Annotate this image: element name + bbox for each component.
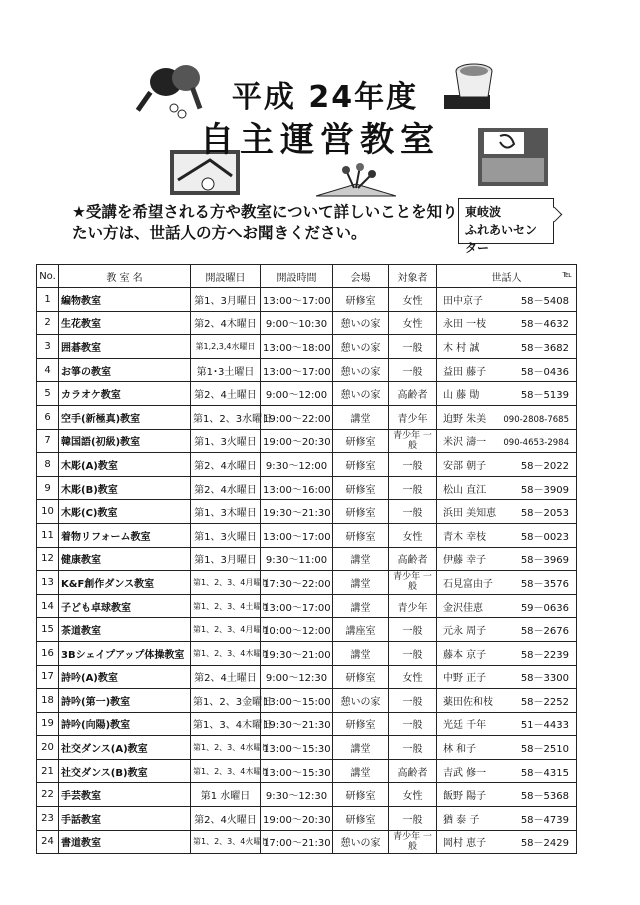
cell-class-name: 書道教室 <box>59 830 191 854</box>
contact-phone: 58－3300 <box>520 673 569 685</box>
contact-person: 藤本 京子 <box>443 649 487 661</box>
table-row <box>37 429 577 453</box>
cell-day: 第1、2、3水曜日 <box>191 405 261 429</box>
table-row <box>37 571 577 595</box>
cell-day: 第1、3月曜日 <box>191 288 261 312</box>
header-tel-label: ℡ <box>562 270 572 280</box>
cell-venue: 憩いの家 <box>333 830 389 854</box>
cell-target: 青少年 一般 <box>389 830 437 854</box>
cell-time: 19:30～21:30 <box>261 500 333 524</box>
table-row <box>37 712 577 736</box>
table-row <box>37 453 577 477</box>
cell-contact <box>437 429 577 453</box>
cell-no: 16 <box>37 641 59 665</box>
cell-target: 一般 <box>389 641 437 665</box>
cell-time: 13:00～15:30 <box>261 736 333 760</box>
cell-venue: 憩いの家 <box>333 382 389 406</box>
cell-venue: 研修室 <box>333 288 389 312</box>
contact-phone: 58－3969 <box>520 555 569 567</box>
center-name-line2: ふれあいセンター <box>465 223 538 255</box>
contact-phone: 58－2510 <box>520 744 569 756</box>
cell-no: 13 <box>37 571 59 595</box>
cell-time: 9:00～10:30 <box>261 311 333 335</box>
cell-no: 22 <box>37 783 59 807</box>
header-target: 対象者 <box>389 265 437 288</box>
header-day: 開設曜日 <box>191 265 261 288</box>
cell-no: 9 <box>37 476 59 500</box>
contact-phone: 58－2429 <box>520 838 569 850</box>
cell-no: 3 <box>37 335 59 359</box>
contact-person: 猶 泰 子 <box>443 814 480 826</box>
table-row <box>37 594 577 618</box>
cell-target: 高齢者 <box>389 759 437 783</box>
contact-person: 伊藤 幸子 <box>443 555 487 567</box>
cell-no: 18 <box>37 689 59 713</box>
cell-contact <box>437 736 577 760</box>
contact-person: 薬田佐和枝 <box>443 696 493 708</box>
cell-venue: 研修室 <box>333 523 389 547</box>
cell-contact <box>437 523 577 547</box>
cell-contact <box>437 500 577 524</box>
cell-day: 第2、4土曜日 <box>191 382 261 406</box>
cell-contact <box>437 571 577 595</box>
cell-time: 13:00～15:30 <box>261 759 333 783</box>
cell-contact <box>437 358 577 382</box>
contact-phone: 58－0023 <box>520 531 569 543</box>
cell-contact <box>437 712 577 736</box>
contact-person: 松山 直江 <box>443 484 487 496</box>
contact-person: 青木 幸枝 <box>443 531 487 543</box>
cell-class-name: 囲碁教室 <box>59 335 191 359</box>
cell-contact <box>437 618 577 642</box>
contact-person: 林 和子 <box>443 744 477 756</box>
table-row <box>37 382 577 406</box>
cell-time: 19:00～20:30 <box>261 807 333 831</box>
cell-day: 第1、2、3、4木曜日 <box>191 759 261 783</box>
table-header-row <box>37 265 577 288</box>
cell-contact <box>437 382 577 406</box>
cell-no: 15 <box>37 618 59 642</box>
table-row <box>37 476 577 500</box>
cell-venue: 講堂 <box>333 547 389 571</box>
cell-class-name: 社交ダンス(A)教室 <box>59 736 191 760</box>
cell-time: 13:00～17:00 <box>261 358 333 382</box>
contact-phone: 58－2252 <box>520 696 569 708</box>
cell-time: 19:00～22:00 <box>261 405 333 429</box>
cell-target: 一般 <box>389 689 437 713</box>
contact-phone: 58－0436 <box>520 366 569 378</box>
cell-venue: 研修室 <box>333 665 389 689</box>
cell-day: 第1、2、3、4木曜日 <box>191 641 261 665</box>
cell-class-name: 空手(新極真)教室 <box>59 405 191 429</box>
cell-target: 一般 <box>389 807 437 831</box>
cell-contact <box>437 665 577 689</box>
cell-time: 13:00～17:00 <box>261 523 333 547</box>
contact-person: 元永 周子 <box>443 626 487 638</box>
cell-class-name: 木彫(B)教室 <box>59 476 191 500</box>
cell-time: 17:00～21:30 <box>261 830 333 854</box>
table-row <box>37 783 577 807</box>
contact-person: 光廷 千年 <box>443 720 487 732</box>
table-row <box>37 405 577 429</box>
contact-phone: 59－0636 <box>520 602 569 614</box>
cell-day: 第1、2、3、4火曜日 <box>191 830 261 854</box>
table-row <box>37 500 577 524</box>
cell-time: 13:00～16:00 <box>261 476 333 500</box>
cell-contact <box>437 335 577 359</box>
cell-contact <box>437 641 577 665</box>
cell-contact <box>437 453 577 477</box>
cell-target: 一般 <box>389 476 437 500</box>
cell-target: 一般 <box>389 358 437 382</box>
cell-contact <box>437 783 577 807</box>
contact-person: 益田 藤子 <box>443 366 487 378</box>
cell-class-name: 木彫(A)教室 <box>59 453 191 477</box>
cell-venue: 研修室 <box>333 476 389 500</box>
table-row <box>37 641 577 665</box>
cell-time: 19:30～21:30 <box>261 712 333 736</box>
contact-person: 安部 朝子 <box>443 460 487 472</box>
cell-class-name: 着物リフォーム教室 <box>59 523 191 547</box>
contact-phone: 51－4433 <box>520 720 569 732</box>
cell-no: 17 <box>37 665 59 689</box>
cell-no: 19 <box>37 712 59 736</box>
header-name: 教 室 名 <box>59 265 191 288</box>
cell-day: 第2、4水曜日 <box>191 453 261 477</box>
table-row <box>37 547 577 571</box>
cell-class-name: 生花教室 <box>59 311 191 335</box>
cell-time: 13:00～15:00 <box>261 689 333 713</box>
cell-contact <box>437 759 577 783</box>
cell-day: 第1、3木曜日 <box>191 500 261 524</box>
cell-target: 女性 <box>389 783 437 807</box>
header-contact-label: 世話人 <box>491 272 522 284</box>
cell-day: 第1、3月曜日 <box>191 547 261 571</box>
table-row <box>37 335 577 359</box>
cell-target: 青少年 <box>389 594 437 618</box>
class-schedule-table <box>36 264 577 854</box>
cell-contact <box>437 807 577 831</box>
cell-venue: 研修室 <box>333 807 389 831</box>
cell-day: 第1、3火曜日 <box>191 429 261 453</box>
header-venue: 会場 <box>333 265 389 288</box>
table-row <box>37 807 577 831</box>
cell-no: 23 <box>37 807 59 831</box>
cell-venue: 講堂 <box>333 759 389 783</box>
contact-person: 田中京子 <box>443 295 483 307</box>
table-row <box>37 618 577 642</box>
header-no: No. <box>37 265 59 288</box>
cell-no: 20 <box>37 736 59 760</box>
cell-contact <box>437 288 577 312</box>
cell-contact <box>437 594 577 618</box>
cell-target: 高齢者 <box>389 547 437 571</box>
cell-time: 13:00～18:00 <box>261 335 333 359</box>
contact-phone: 58－2676 <box>520 626 569 638</box>
cell-target: 青少年 一般 <box>389 429 437 453</box>
contact-person: 飯野 陽子 <box>443 791 487 803</box>
cell-day: 第1、3、4木曜日 <box>191 712 261 736</box>
cell-target: 一般 <box>389 618 437 642</box>
cell-class-name: 健康教室 <box>59 547 191 571</box>
contact-phone: 58－2053 <box>520 508 569 520</box>
contact-person: 永田 一枝 <box>443 319 487 331</box>
cell-day: 第1,2,3,4水曜日 <box>191 335 261 359</box>
cell-venue: 講堂 <box>333 571 389 595</box>
header-contact <box>437 265 577 288</box>
kimono-fabric-illustration <box>478 128 548 186</box>
cell-no: 10 <box>37 500 59 524</box>
cell-class-name: カラオケ教室 <box>59 382 191 406</box>
cell-no: 6 <box>37 405 59 429</box>
cell-time: 19:00～20:30 <box>261 429 333 453</box>
table-row <box>37 311 577 335</box>
cell-target: 一般 <box>389 453 437 477</box>
contact-phone: 58－3576 <box>520 578 569 590</box>
tea-cup-illustration <box>442 55 502 115</box>
cell-day: 第2、4木曜日 <box>191 311 261 335</box>
cell-time: 19:30～21:00 <box>261 641 333 665</box>
center-name-sign <box>458 198 554 255</box>
cell-class-name: K&F創作ダンス教室 <box>59 571 191 595</box>
table-row <box>37 736 577 760</box>
cell-class-name: 編物教室 <box>59 288 191 312</box>
cell-time: 9:30～11:00 <box>261 547 333 571</box>
cell-target: 一般 <box>389 335 437 359</box>
contact-person: 木 村 誠 <box>443 342 480 354</box>
table-row <box>37 358 577 382</box>
cell-venue: 講堂 <box>333 594 389 618</box>
cell-contact <box>437 547 577 571</box>
contact-phone: 58－4632 <box>520 319 569 331</box>
contact-phone: 58－2022 <box>520 460 569 472</box>
contact-phone: 58－5408 <box>520 295 569 307</box>
title-year: 平成 24年度 <box>231 80 419 115</box>
cell-no: 11 <box>37 523 59 547</box>
cell-class-name: 詩吟(向陽)教室 <box>59 712 191 736</box>
cell-class-name: 社交ダンス(B)教室 <box>59 759 191 783</box>
header-time: 開設時間 <box>261 265 333 288</box>
cell-no: 12 <box>37 547 59 571</box>
cell-venue: 講堂 <box>333 641 389 665</box>
cell-day: 第2、4土曜日 <box>191 665 261 689</box>
contact-phone: 58－4739 <box>520 814 569 826</box>
cell-day: 第1、2、3、4月曜日 <box>191 571 261 595</box>
cell-target: 女性 <box>389 523 437 547</box>
cell-venue: 研修室 <box>333 453 389 477</box>
flower-arrangement-illustration <box>316 162 396 198</box>
cell-target: 青少年 一般 <box>389 571 437 595</box>
cell-time: 9:00～12:30 <box>261 665 333 689</box>
cell-class-name: 韓国語(初級)教室 <box>59 429 191 453</box>
cell-target: 女性 <box>389 288 437 312</box>
cell-no: 4 <box>37 358 59 382</box>
center-name-line1: 東岐波 <box>465 205 502 219</box>
cell-venue: 憩いの家 <box>333 689 389 713</box>
cell-target: 青少年 <box>389 405 437 429</box>
contact-phone: 58－3682 <box>520 342 569 354</box>
contact-phone: 58－5368 <box>520 791 569 803</box>
contact-phone: 58－4315 <box>520 767 569 779</box>
contact-person: 岡村 恵子 <box>443 838 487 850</box>
cell-venue: 研修室 <box>333 429 389 453</box>
contact-person: 中野 正子 <box>443 673 487 685</box>
cell-day: 第1、2、3金曜日 <box>191 689 261 713</box>
cell-no: 14 <box>37 594 59 618</box>
contact-person: 山 藤 勛 <box>443 390 480 402</box>
contact-person: 吉武 修一 <box>443 767 487 779</box>
cell-venue: 研修室 <box>333 783 389 807</box>
contact-person: 金沢佳恵 <box>443 602 483 614</box>
cell-class-name: 子ども卓球教室 <box>59 594 191 618</box>
contact-phone: 58－2239 <box>520 649 569 661</box>
table-row <box>37 830 577 854</box>
cell-class-name: 詩吟(第一)教室 <box>59 689 191 713</box>
cell-time: 10:00～12:00 <box>261 618 333 642</box>
cell-venue: 講座室 <box>333 618 389 642</box>
cell-venue: 憩いの家 <box>333 311 389 335</box>
cell-time: 17:30～22:00 <box>261 571 333 595</box>
contact-phone: 090-2808-7685 <box>503 414 569 425</box>
cell-time: 9:30～12:00 <box>261 453 333 477</box>
cell-venue: 憩いの家 <box>333 358 389 382</box>
cell-contact <box>437 311 577 335</box>
cell-day: 第1、2、3、4水曜日 <box>191 736 261 760</box>
cell-contact <box>437 405 577 429</box>
table-row <box>37 288 577 312</box>
cell-time: 13:00～17:00 <box>261 594 333 618</box>
contact-person: 米沢 濤一 <box>443 437 487 449</box>
cell-no: 8 <box>37 453 59 477</box>
cell-day: 第2、4火曜日 <box>191 807 261 831</box>
contact-phone: 090-4653-2984 <box>503 438 569 449</box>
cell-class-name: 手芸教室 <box>59 783 191 807</box>
contact-person: 浜田 美知恵 <box>443 508 497 520</box>
cell-target: 女性 <box>389 311 437 335</box>
cell-target: 一般 <box>389 736 437 760</box>
cell-target: 高齢者 <box>389 382 437 406</box>
cell-class-name: 木彫(C)教室 <box>59 500 191 524</box>
table-row <box>37 689 577 713</box>
cell-class-name: お箏の教室 <box>59 358 191 382</box>
cell-no: 24 <box>37 830 59 854</box>
cell-venue: 研修室 <box>333 500 389 524</box>
contact-phone: 58－3909 <box>520 484 569 496</box>
contact-person: 石見富由子 <box>443 578 493 590</box>
cell-target: 一般 <box>389 712 437 736</box>
cell-venue: 講堂 <box>333 736 389 760</box>
cell-contact <box>437 830 577 854</box>
table-row <box>37 665 577 689</box>
cell-time: 13:00～17:00 <box>261 288 333 312</box>
cell-no: 5 <box>37 382 59 406</box>
cell-contact <box>437 476 577 500</box>
cell-no: 1 <box>37 288 59 312</box>
cell-day: 第1、3火曜日 <box>191 523 261 547</box>
cell-venue: 憩いの家 <box>333 335 389 359</box>
cell-contact <box>437 689 577 713</box>
cell-no: 2 <box>37 311 59 335</box>
table-row <box>37 759 577 783</box>
cell-class-name: 手話教室 <box>59 807 191 831</box>
cell-day: 第1、2、3、4土曜日 <box>191 594 261 618</box>
page-title: 自主運営教室 <box>200 120 440 160</box>
cell-venue: 講堂 <box>333 405 389 429</box>
cell-target: 一般 <box>389 500 437 524</box>
cell-class-name: 詩吟(A)教室 <box>59 665 191 689</box>
contact-person: 迫野 朱美 <box>443 413 487 425</box>
notice-text: ★受講を希望される方や教室について詳しいことを知りたい方は、世話人の方へお聞きください。 <box>72 203 458 242</box>
cell-day: 第1･3土曜日 <box>191 358 261 382</box>
cell-day: 第2、4水曜日 <box>191 476 261 500</box>
cell-venue: 研修室 <box>333 712 389 736</box>
cell-time: 9:00～12:00 <box>261 382 333 406</box>
cell-day: 第1 水曜日 <box>191 783 261 807</box>
cell-no: 21 <box>37 759 59 783</box>
table-row <box>37 523 577 547</box>
cell-day: 第1、2、3、4月曜日 <box>191 618 261 642</box>
cell-no: 7 <box>37 429 59 453</box>
contact-phone: 58－5139 <box>520 390 569 402</box>
cell-target: 女性 <box>389 665 437 689</box>
cell-class-name: 茶道教室 <box>59 618 191 642</box>
cell-class-name: 3Bシェイプアップ体操教室 <box>59 641 191 665</box>
cell-time: 9:30～12:30 <box>261 783 333 807</box>
